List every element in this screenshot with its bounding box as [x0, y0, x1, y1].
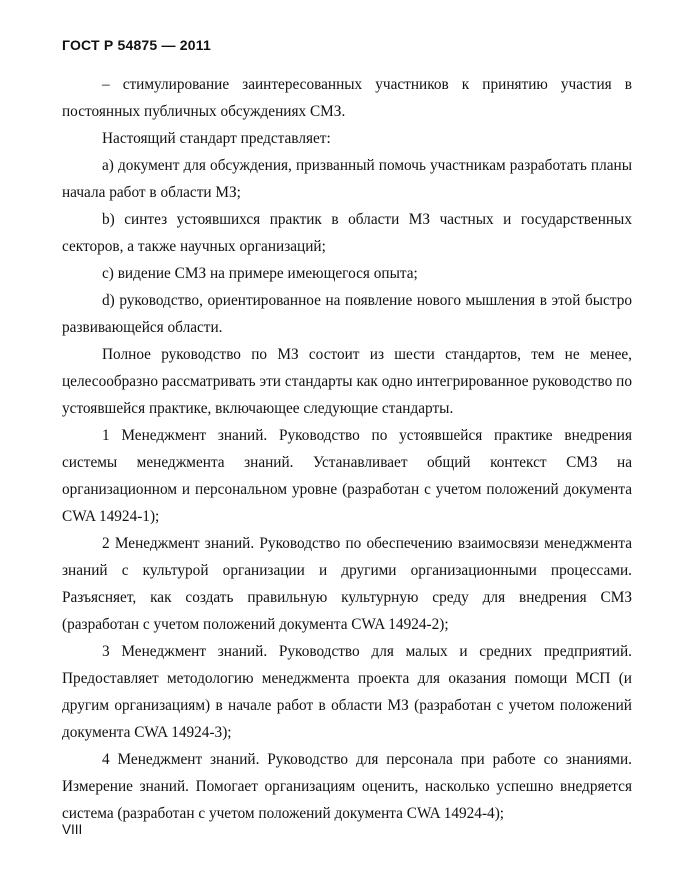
standard-item-3: 3 Менеджмент знаний. Руководство для малых и средних предприятий. Предоставляет методологию менеджмента проекта для оказания помощи МСП (и другим организациям) в начале работ в области МЗ (разработан с учетом положений документа CWA 14924-3); — [62, 643, 632, 741]
list-item-b: b) синтез устоявшихся практик в области МЗ частных и государственных секторов, а также научных организаций; — [62, 211, 632, 255]
list-item-a: a) документ для обсуждения, призванный помочь участникам разработать планы начала работ в области МЗ; — [62, 157, 632, 201]
paragraph-stimulation: – стимулирование заинтересованных участников к принятию участия в постоянных публичных обсуждениях СМЗ. — [62, 76, 632, 120]
list-item-c: c) видение СМЗ на примере имеющегося опыта; — [102, 265, 418, 282]
document-body — [62, 71, 632, 827]
standard-item-1: 1 Менеджмент знаний. Руководство по устоявшейся практике внедрения системы менеджмента знаний. Устанавливает общий контекст СМЗ на организационном и персональном уровне (разработан с учетом положений документа CWA 14924-1); — [62, 427, 632, 525]
page-number: VIII — [62, 822, 83, 837]
document-header: ГОСТ Р 54875 — 2011 — [62, 37, 211, 53]
standard-item-2: 2 Менеджмент знаний. Руководство по обеспечению взаимосвязи менеджмента знаний с культурой организации и другими организационными процессами. Разъясняет, как создать правильную культурную среду для внедрения СМЗ (разработан с учетом положений документа CWA 14924-2); — [62, 535, 632, 633]
standard-item-4: 4 Менеджмент знаний. Руководство для персонала при работе со знаниями. Измерение знаний. Помогает организациям оценить, насколько успешно внедряется система (разработан с учетом положений документа CWA 14924-4); — [62, 751, 632, 822]
paragraph-standard-presents: Настоящий стандарт представляет: — [102, 130, 331, 147]
list-item-d: d) руководство, ориентированное на появление нового мышления в этой быстро развивающейся области. — [62, 292, 632, 336]
paragraph-full-guide: Полное руководство по МЗ состоит из шести стандартов, тем не менее, целесообразно рассматривать эти стандарты как одно интегрированное руководство по устоявшейся практике, включающее следующие стандарты. — [62, 346, 632, 417]
